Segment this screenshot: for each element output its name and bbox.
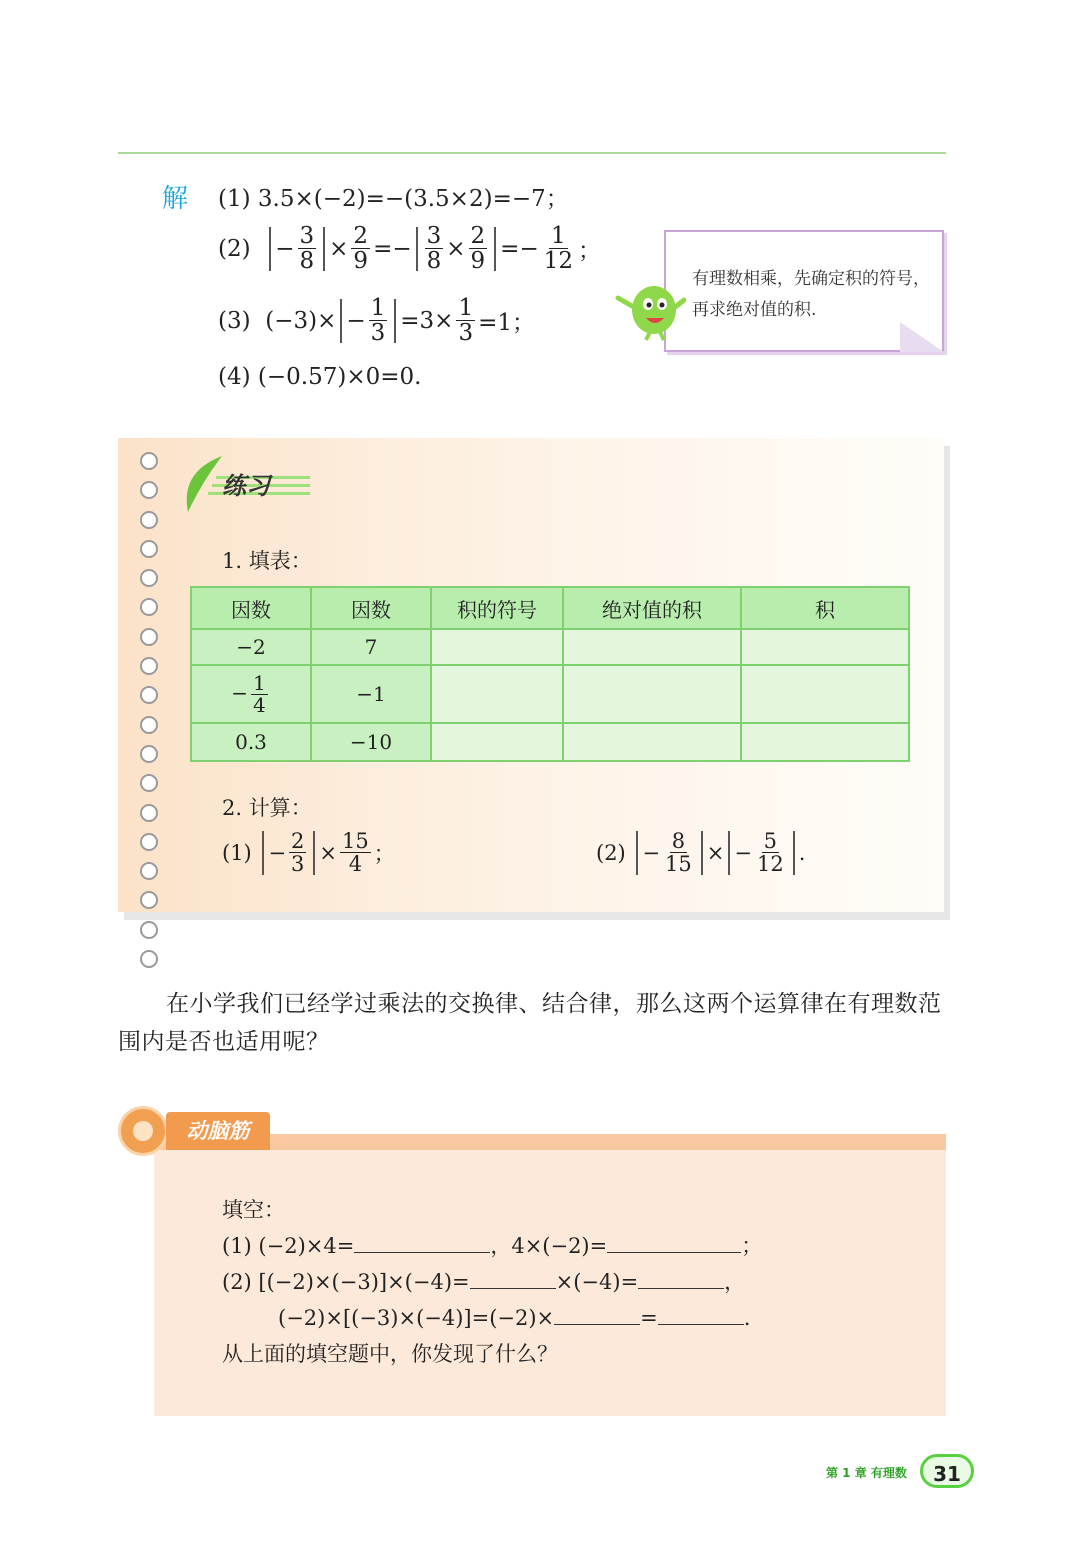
question-1-label: 1. 填表： [222,549,312,573]
calc-item-1: (1) − $\frac{2}{3}$ × $\frac{15}{4}$ ； [222,829,395,877]
table-row [191,723,909,761]
solution-line-4: (4) (−0.57)×0=0. [218,364,422,390]
table-cell: −1 [311,665,431,723]
notebook-rings [140,452,158,900]
table-cell-empty [431,665,563,723]
page-fold-icon [900,322,944,352]
solution-line-1: (1) 3.5×(−2)=−(3.5×2)=−7； [218,186,569,212]
table-header: 积 [741,587,909,629]
brainstorm-question: 从上面的填空题中，你发现了什么？ [222,1342,558,1366]
gear-icon [118,1106,168,1156]
body-paragraph: 在小学我们已经学过乘法的交换律、结合律，那么这两个运算律在有理数范围内是否也适用呢？ [118,991,942,1055]
brainstorm-line-3: (−2)×[(−3)×(−4)]=(−2)× = . [278,1306,751,1330]
table-header: 因数 [311,587,431,629]
table-cell: −2 [191,629,311,665]
table-cell-empty [741,629,909,665]
table-cell-empty [563,665,741,723]
page-number: 31 [920,1454,974,1488]
table-cell-empty [431,629,563,665]
brainstorm-line-2: (2) [(−2)×(−3)]×(−4)= ×(−4)= ， [222,1270,746,1294]
table-row [191,629,909,665]
brainstorm-intro: 填空： [222,1198,285,1222]
table-cell: 0.3 [191,723,311,761]
brainstorm-line-1: (1) (−2)×4= ，4×(−2)= ； [222,1234,763,1258]
brainstorm-tag: 动脑筋 [166,1112,270,1150]
tip-note-text: 有理数相乘，先确定积的符号，再求绝对值的积. [692,269,930,320]
table-cell-empty [741,723,909,761]
table-row [191,665,909,723]
table-cell: − $\frac{1}{4}$ [191,665,311,723]
table-cell-empty [563,629,741,665]
table-cell-empty [431,723,563,761]
solution-label: 解 [162,184,189,214]
tip-note [664,230,944,352]
practice-title: 练习 [222,472,270,500]
table-cell-empty [563,723,741,761]
table-cell: −10 [311,723,431,761]
table-cell: 7 [311,629,431,665]
table-header: 积的符号 [431,587,563,629]
table-cell-empty [741,665,909,723]
table-header: 绝对值的积 [563,587,741,629]
top-divider [118,152,946,154]
table-header: 因数 [191,587,311,629]
mascot-icon [612,280,686,342]
question-2-label: 2. 计算： [222,796,312,820]
fill-table [190,586,910,762]
chapter-label: 第 1 章 有理数 [826,1466,907,1480]
solution-line-3: (3) (−3)× − $\frac{1}{3}$ =3× $\frac{1}{3}$ =1； [218,295,535,347]
solution-line-2: (2) − $\frac{3}{8}$ × $\frac{2}{9}$ =− $\frac{3}{8}$ × $\frac{2}{9}$ =− $\frac{1}{12}$ ； [218,223,601,275]
calc-item-2: (2) − $\frac{8}{15}$ × − $\frac{5}{12}$ . [596,829,806,877]
